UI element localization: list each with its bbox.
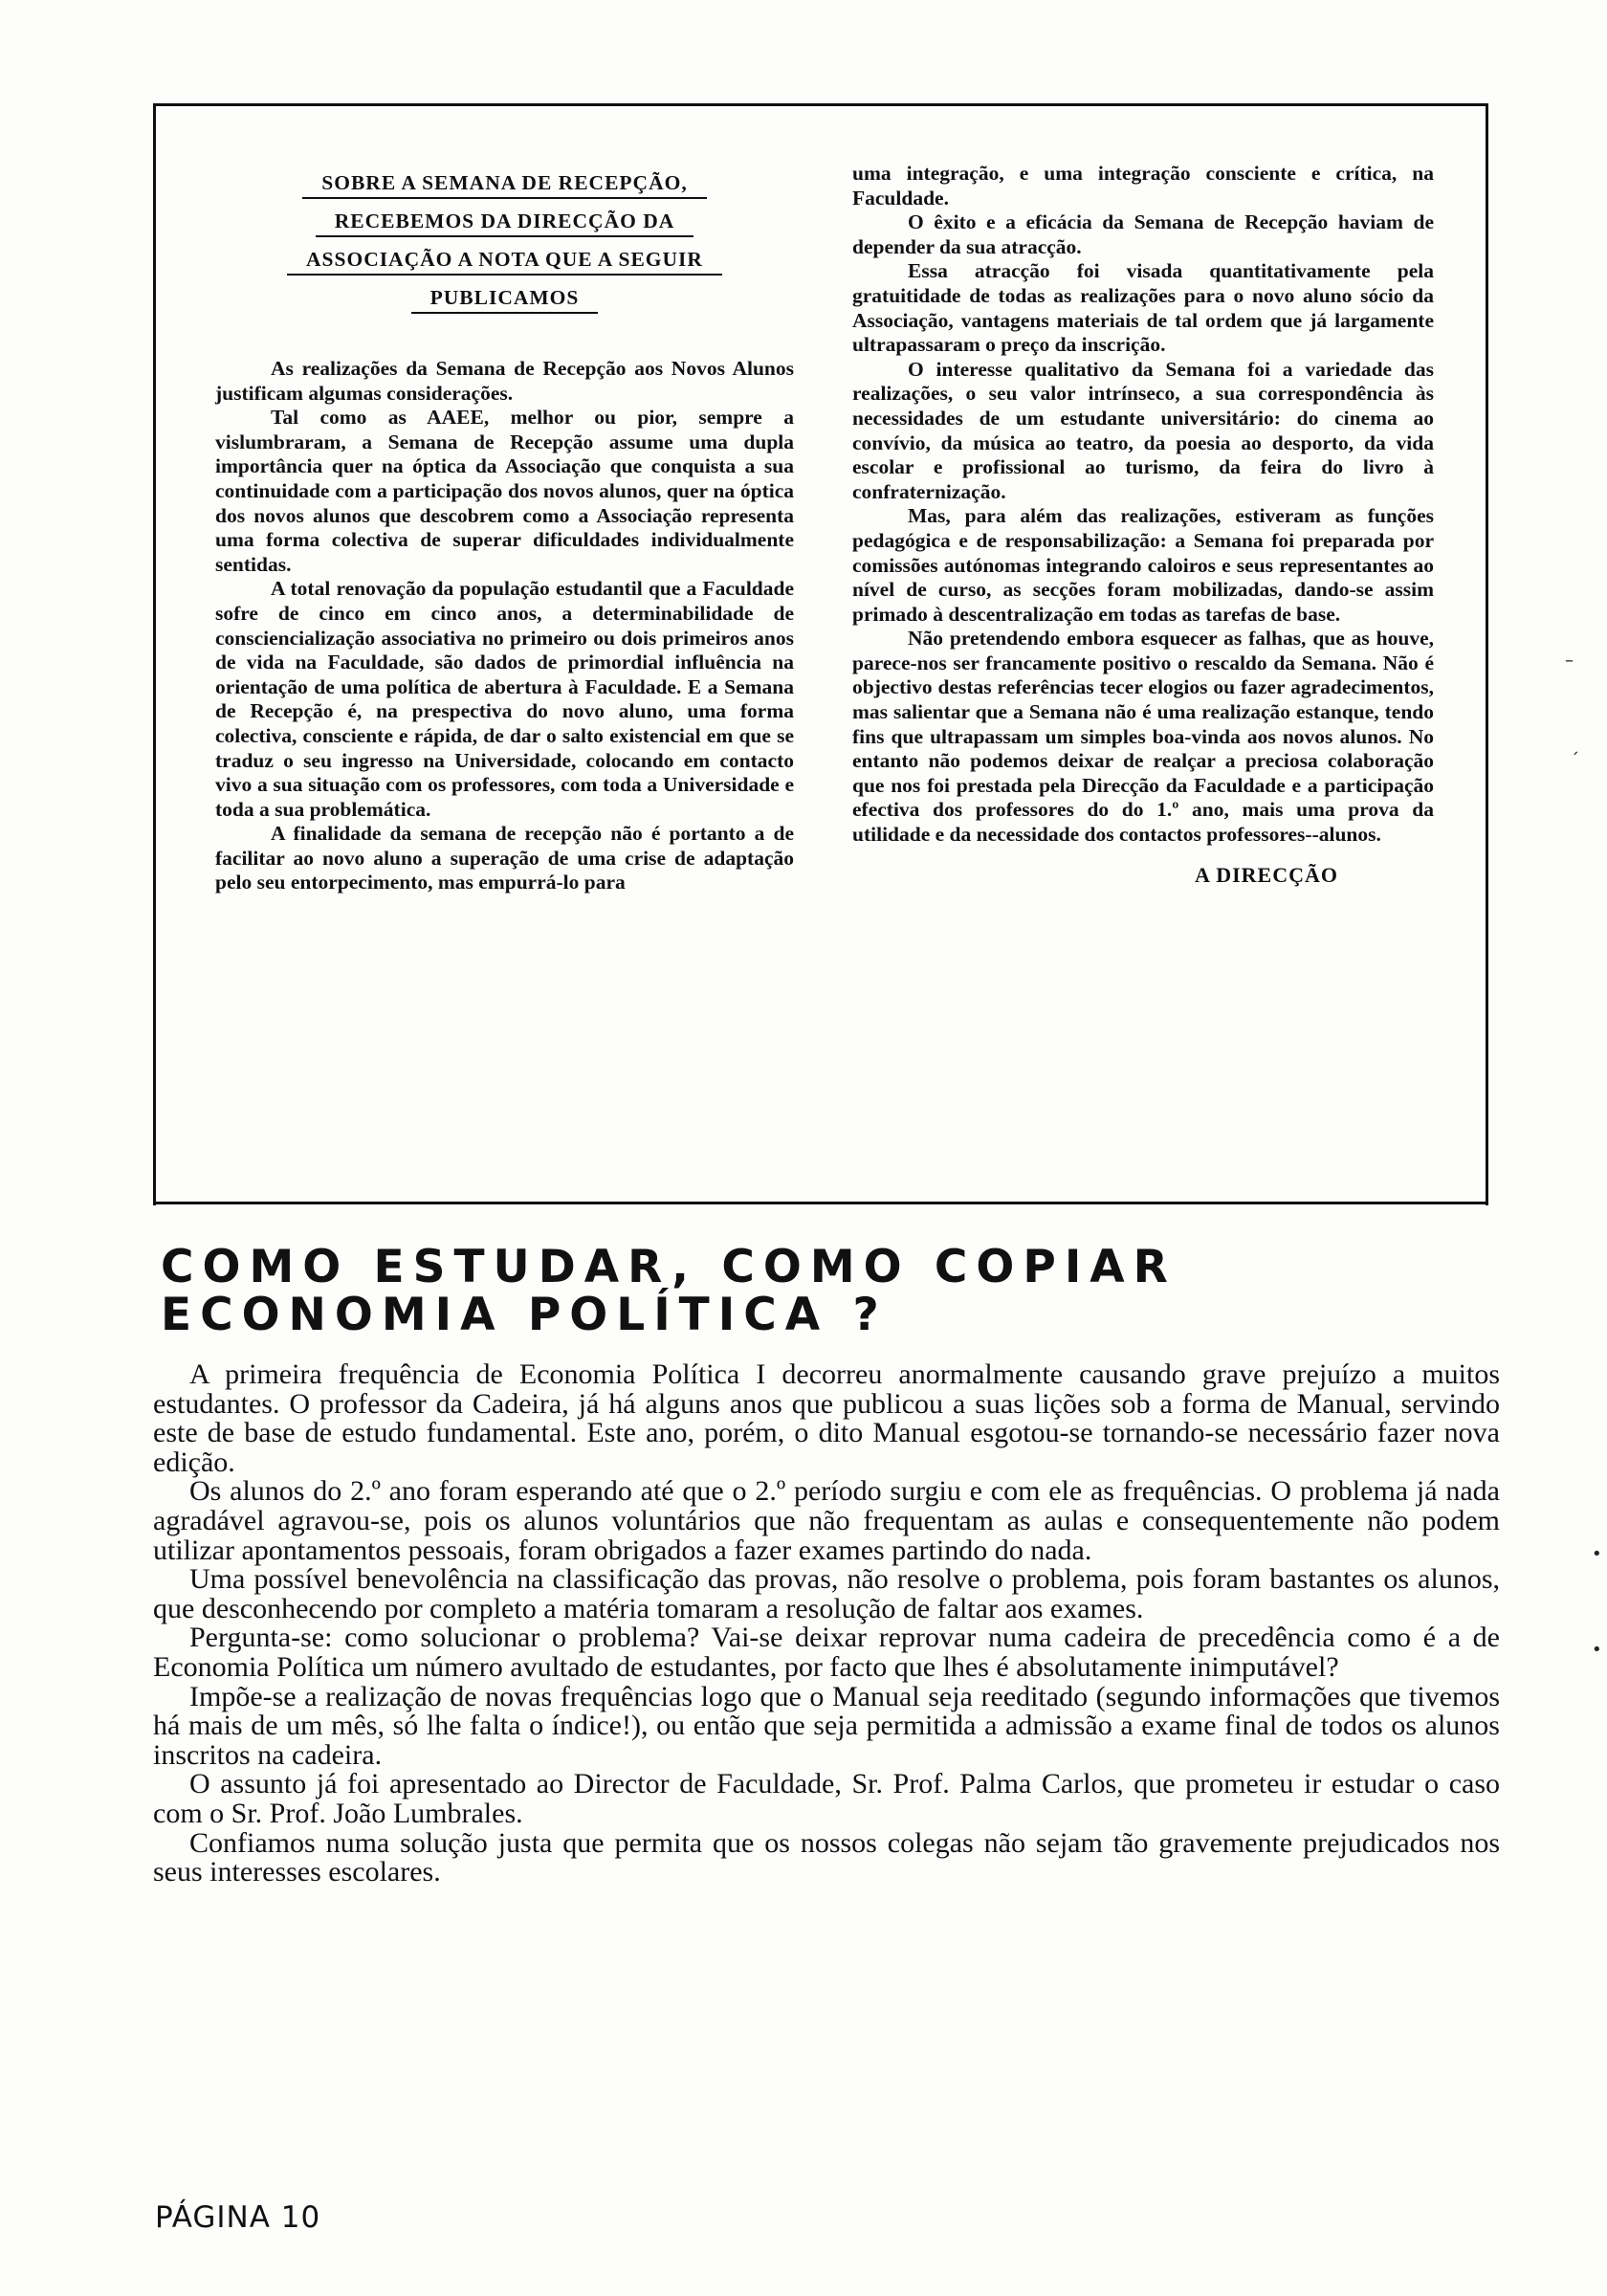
notice-box xyxy=(153,103,1488,1205)
article-paragraph: Confiamos numa solução justa que permita que os nossos colegas não sejam tão gravemente prejudicados nos seus interesses escolares. xyxy=(153,1826,1500,1888)
notice-paragraph: O interesse qualitativo da Semana foi a variedade das realizações, o seu valor intrínseco, a sua correspondência às necessidades de um estudante universitário: do cinema ao convívio, da música ao teatro, da poesia ao desporto, da vida escolar e profissional ao turismo, da feira do livro à confraternização. xyxy=(852,357,1434,503)
article-paragraph: A primeira frequência de Economia Política I decorreu anormalmente causando grave prejuízo a muitos estudantes. O professor da Cadeira, já há alguns anos que publicou a suas lições sob a forma de Manual, servindo este de base de estudo fundamental. Este ano, porém, o dito Manual esgotou-se tornando-se necessário fazer nova edição. xyxy=(153,1358,1500,1478)
page-number: PÁGINA 10 xyxy=(155,2200,321,2235)
article-title xyxy=(161,1241,1500,1341)
notice-heading-line: ASSOCIAÇÃO A NOTA QUE A SEGUIR xyxy=(287,245,722,276)
notice-heading-line: PUBLICAMOS xyxy=(411,283,599,314)
article-paragraph: Impõe-se a realização de novas frequências logo que o Manual seja reeditado (segundo informações que tivemos há mais de um mês, só lhe falta o índice!), ou então que seja permitida a admissão a exame final de todos os alunos inscritos na cadeira. xyxy=(153,1680,1500,1771)
article-paragraph: Pergunta-se: como solucionar o problema? Vai-se deixar reprovar numa cadeira de precedência como é a de Economia Política um número avultado de estudantes, por facto que lhes é absolutamente inimputável? xyxy=(153,1622,1500,1683)
notice-paragraph: O êxito e a eficácia da Semana de Recepção haviam de depender da sua atracção. xyxy=(852,210,1434,258)
notice-paragraph: As realizações da Semana de Recepção aos Novos Alunos justificam algumas considerações. xyxy=(215,357,794,405)
article-paragraph: Os alunos do 2.º ano foram esperando até que o 2.º período surgiu e com ele as frequências. O problema já nada agradável agravou-se, pois os alunos voluntários que não frequentam as aulas e consequentemente não podem utilizar apontamentos pessoais, foram obrigados a fazer exames partindo do nada. xyxy=(153,1475,1500,1566)
margin-mark: • xyxy=(1592,1544,1602,1564)
notice-heading-line: SOBRE A SEMANA DE RECEPÇÃO, xyxy=(302,168,706,199)
notice-paragraph: A total renovação da população estudantil que a Faculdade sofre de cinco em cinco anos, a determinabilidade de consciencialização associativa no primeiro ou dois primeiros anos de vida na Faculdade, são dados de primordial influência na orientação de uma política de abertura à Faculdade. E a Semana de Recepção é, na prespectiva do novo aluno, uma forma colectiva, consciente e rápida, de dar o salto existencial em que se traduz o seu ingresso na Universidade, colocando em contacto vivo a sua situação com os professores, com toda a Universidade e toda a sua problemática. xyxy=(215,577,794,821)
notice-box-bottom-rule xyxy=(153,1202,1488,1204)
article-paragraph: Uma possível benevolência na classificação das provas, não resolve o problema, pois foram bastantes os alunos, que desconhecendo por completo a matéria tomaram a resolução de faltar aos exames. xyxy=(153,1563,1500,1624)
article-title-line: ECONOMIA POLÍTICA ? xyxy=(161,1289,888,1341)
article-paragraph: O assunto já foi apresentado ao Director de Faculdade, Sr. Prof. Palma Carlos, que prometeu ir estudar o caso com o Sr. Prof. João Lumbrales. xyxy=(153,1768,1500,1829)
notice-paragraph: A finalidade da semana de recepção não é portanto a de facilitar ao novo aluno a superação de uma crise de adaptação pelo seu entorpecimento, mas empurrá-lo para xyxy=(215,822,794,894)
margin-mark: – xyxy=(1565,651,1574,671)
notice-signature: A DIRECÇÃO xyxy=(1195,862,1338,887)
notice-paragraph: Essa atracção foi visada quantitativamente pela gratuitidade de todas as realizações para o novo aluno sócio da Associação, vantagens materiais de tal ordem que já largamente ultrapassaram o preço da inscrição. xyxy=(852,259,1434,357)
notice-paragraph: Tal como as AAEE, melhor ou pior, sempre a vislumbraram, a Semana de Recepção assume uma dupla importância quer na óptica da Associação que conquista a sua continuidade com a participação dos novos alunos, quer na óptica dos novos alunos que descobrem como a Associação representa uma forma colectiva de superar dificuldades individualmente sentidas. xyxy=(215,406,794,576)
notice-paragraph: Mas, para além das realizações, estiveram as funções pedagógica e de responsabilização: a Semana foi preparada por comissões autónomas integrando caloiros e seus representantes ao nível de curso, as secções foram mobilizadas, dando-se assim primado à descentralização em todas as tarefas de base. xyxy=(852,504,1434,626)
margin-mark: ˊ xyxy=(1571,750,1579,770)
notice-heading xyxy=(215,164,794,317)
notice-paragraph: uma integração, e uma integração consciente e crítica, na Faculdade. xyxy=(852,162,1434,210)
notice-paragraph: Não pretendendo embora esquecer as falhas, que as houve, parece-nos ser francamente positivo o rescaldo da Semana. Não é objectivo destas referências tecer elogios ou fazer agradecimentos, mas salientar que a Semana não é uma realização estanque, tendo fins que ultrapassam um simples boa-vinda aos novos alunos. No entanto não podemos deixar de realçar a preciosa colaboração que nos foi prestada pela Direcção da Faculdade e a participação efectiva dos professores do do 1.º ano, mais uma prova da utilidade e da necessidade dos contactos professores--alunos. xyxy=(852,627,1434,847)
notice-left-column xyxy=(215,164,794,895)
article-title-line: COMO ESTUDAR, COMO COPIAR xyxy=(161,1241,1177,1293)
margin-mark: • xyxy=(1592,1640,1602,1660)
article-body xyxy=(153,1360,1500,1888)
notice-right-column xyxy=(852,162,1434,887)
notice-heading-line: RECEBEMOS DA DIRECÇÃO DA xyxy=(316,207,694,237)
